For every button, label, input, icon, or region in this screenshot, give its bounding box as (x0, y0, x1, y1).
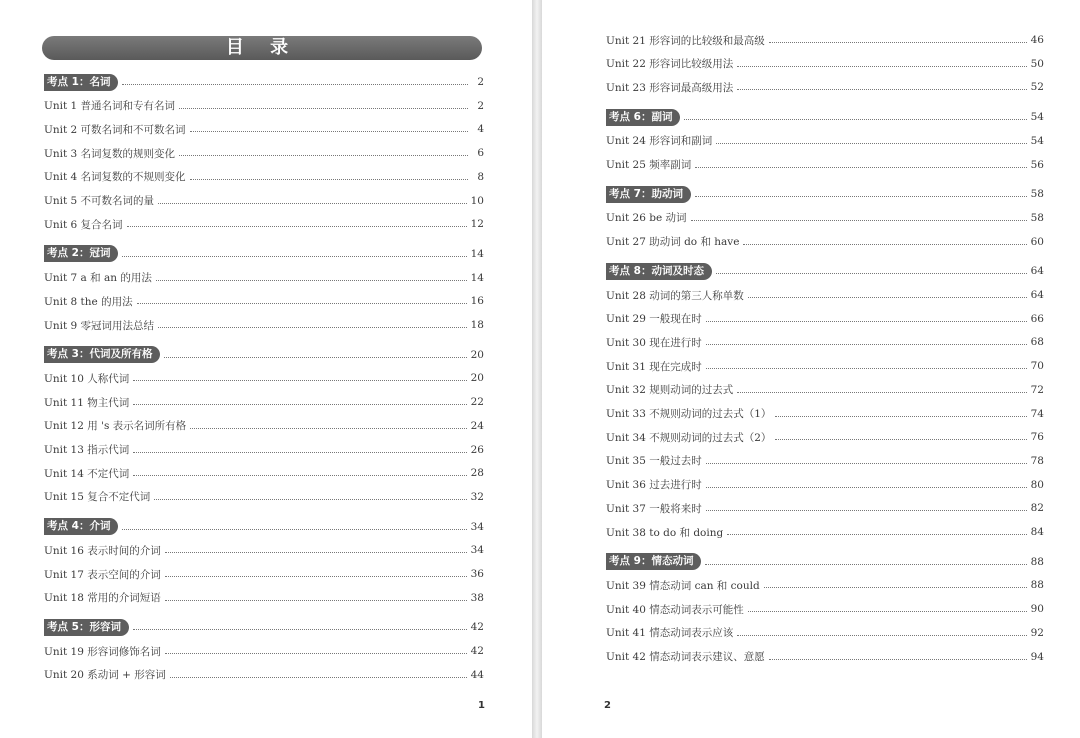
toc-unit-row[interactable] (44, 417, 484, 435)
toc-unit-row[interactable] (44, 192, 484, 210)
toc-unit-row[interactable] (606, 78, 1044, 96)
toc-unit-row[interactable] (606, 405, 1044, 423)
dot-leader (706, 343, 1027, 345)
dot-leader (133, 474, 466, 476)
unit-label: Unit 33 不规则动词的过去式（1） (606, 408, 772, 420)
page-number: 8 (477, 170, 484, 183)
page-number: 34 (470, 544, 484, 557)
toc-unit-row[interactable] (44, 97, 484, 115)
unit-label: Unit 39 情态动词 can 和 could (606, 579, 760, 592)
dot-leader (743, 243, 1026, 245)
page-number: 42 (470, 621, 484, 634)
page-number: 70 (1030, 360, 1044, 373)
dot-leader (127, 225, 467, 227)
page-number: 2 (477, 76, 484, 88)
dot-leader (775, 438, 1026, 440)
dot-leader (179, 107, 468, 109)
right-page-number: 2 (604, 700, 611, 711)
toc-unit-row[interactable] (606, 499, 1044, 517)
toc-section-row[interactable] (606, 185, 1044, 203)
unit-label: Unit 9 零冠词用法总结 (44, 319, 155, 332)
page-number: 22 (470, 396, 484, 409)
dot-leader (705, 563, 1026, 565)
toc-unit-row[interactable] (606, 132, 1044, 150)
unit-label: Unit 7 a 和 an 的用法 (44, 272, 152, 285)
unit-label: Unit 10 人称代词 (44, 372, 130, 385)
toc-unit-row[interactable] (44, 316, 484, 334)
unit-label: Unit 13 指示代词 (44, 444, 130, 456)
left-page (0, 0, 532, 738)
section-label: 考点 6：副词 (606, 109, 680, 126)
dot-leader (165, 575, 467, 577)
dot-leader (691, 219, 1027, 221)
dot-leader (179, 154, 468, 156)
toc-unit-row[interactable] (44, 393, 484, 411)
page-number: 64 (1030, 265, 1044, 278)
dot-leader (190, 130, 468, 132)
unit-label: Unit 28 动词的第三人称单数 (606, 289, 744, 302)
unit-label: Unit 37 一般将来时 (606, 502, 702, 515)
page-number: 94 (1030, 650, 1044, 663)
toc-unit-row[interactable] (44, 168, 484, 186)
page-number: 54 (1030, 111, 1044, 124)
toc-unit-row[interactable] (606, 233, 1044, 251)
section-label: 考点 2：冠词 (44, 245, 118, 262)
toc-unit-row[interactable] (44, 441, 484, 459)
page-number: 66 (1030, 312, 1044, 325)
page-number: 24 (470, 419, 484, 432)
dot-leader (122, 83, 468, 85)
unit-label: Unit 31 现在完成时 (606, 360, 702, 373)
page-number: 50 (1030, 57, 1044, 70)
dot-leader (137, 302, 467, 304)
unit-label: Unit 27 助动词 do 和 have (606, 236, 740, 249)
dot-leader (769, 41, 1027, 43)
unit-label: Unit 20 系动词 + 形容词 (44, 669, 166, 682)
unit-label: Unit 29 一般现在时 (606, 313, 702, 326)
toc-unit-row[interactable] (606, 156, 1044, 174)
unit-label: Unit 40 情态动词表示可能性 (606, 603, 744, 616)
unit-label: Unit 36 过去进行时 (606, 479, 702, 492)
toc-unit-row[interactable] (606, 624, 1044, 642)
dot-leader (748, 610, 1027, 612)
page-number: 14 (470, 271, 484, 284)
toc-unit-row[interactable] (606, 209, 1044, 227)
section-label: 考点 9：情态动词 (606, 553, 701, 570)
dot-leader (769, 658, 1027, 660)
toc-unit-row[interactable] (44, 541, 484, 559)
dot-leader (737, 391, 1026, 393)
dot-leader (706, 486, 1027, 488)
page-number: 42 (470, 645, 484, 658)
page-number: 56 (1030, 158, 1044, 171)
toc-unit-row[interactable] (606, 381, 1044, 399)
dot-leader (764, 586, 1027, 588)
toc-unit-row[interactable] (606, 452, 1044, 470)
toc-unit-row[interactable] (44, 369, 484, 387)
unit-label: Unit 3 名词复数的规则变化 (44, 147, 176, 160)
toc-unit-row[interactable] (606, 576, 1044, 594)
page-number: 18 (470, 319, 484, 331)
dot-leader (133, 379, 466, 381)
dot-leader (706, 320, 1027, 322)
page-number: 90 (1030, 603, 1044, 616)
page-number: 38 (470, 591, 484, 604)
section-label: 考点 5：形容词 (44, 619, 129, 636)
page-number: 16 (470, 295, 484, 308)
toc-unit-row[interactable] (44, 589, 484, 607)
page-number: 20 (470, 372, 484, 385)
dot-leader (158, 202, 467, 204)
toc-unit-row[interactable] (44, 269, 484, 287)
page-number: 20 (470, 348, 484, 361)
dot-leader (737, 65, 1026, 67)
unit-label: Unit 25 频率副词 (606, 159, 692, 171)
page-number: 54 (1030, 134, 1044, 147)
book-gutter (532, 0, 542, 738)
unit-label: Unit 21 形容词的比较级和最高级 (606, 34, 765, 47)
toc-unit-row[interactable] (44, 488, 484, 506)
page-number: 28 (470, 467, 484, 480)
unit-label: Unit 42 情态动词表示建议、意愿 (606, 651, 765, 663)
unit-label: Unit 12 用 's 表示名词所有格 (44, 420, 187, 433)
page-number: 88 (1030, 579, 1044, 592)
unit-label: Unit 14 不定代词 (44, 467, 130, 480)
dot-leader (695, 195, 1027, 197)
toc-section-row[interactable] (606, 553, 1044, 571)
toc-section-row[interactable] (44, 245, 484, 263)
page-number: 26 (470, 443, 484, 456)
unit-label: Unit 15 复合不定代词 (44, 491, 151, 504)
dot-leader (716, 142, 1026, 144)
unit-label: Unit 19 形容词修饰名词 (44, 645, 161, 658)
toc-unit-row[interactable] (606, 476, 1044, 494)
dot-leader (122, 255, 466, 257)
page-number: 6 (477, 147, 484, 160)
toc-section-row[interactable] (44, 346, 484, 364)
toc-unit-row[interactable] (44, 215, 484, 233)
dot-leader (133, 451, 466, 453)
unit-label: Unit 6 复合名词 (44, 218, 123, 231)
dot-leader (727, 533, 1026, 535)
toc-unit-row[interactable] (44, 642, 484, 660)
unit-label: Unit 5 不可数名词的量 (44, 195, 155, 207)
dot-leader (165, 551, 467, 553)
dot-leader (133, 403, 466, 405)
unit-label: Unit 41 情态动词表示应该 (606, 627, 734, 640)
unit-label: Unit 8 the 的用法 (44, 295, 133, 308)
toc-unit-row[interactable] (606, 357, 1044, 375)
page-number: 52 (1030, 81, 1044, 94)
unit-label: Unit 32 规则动词的过去式 (606, 384, 734, 397)
unit-label: Unit 22 形容词比较级用法 (606, 58, 734, 71)
unit-label: Unit 24 形容词和副词 (606, 135, 713, 148)
section-label: 考点 7：助动词 (606, 186, 691, 203)
unit-label: Unit 35 一般过去时 (606, 455, 702, 468)
page-number: 82 (1030, 502, 1044, 515)
dot-leader (133, 628, 467, 630)
dot-leader (170, 676, 467, 678)
toc-unit-row[interactable] (606, 286, 1044, 304)
dot-leader (706, 367, 1027, 369)
unit-label: Unit 26 be 动词 (606, 212, 687, 225)
dot-leader (737, 634, 1026, 636)
page-number: 46 (1030, 34, 1044, 46)
dot-leader (158, 326, 467, 328)
page-number: 74 (1030, 407, 1044, 420)
unit-label: Unit 11 物主代词 (44, 396, 130, 409)
page-number: 32 (470, 490, 484, 503)
page-number: 58 (1030, 211, 1044, 224)
unit-label: Unit 16 表示时间的介词 (44, 544, 161, 557)
page-number: 72 (1030, 383, 1044, 396)
toc-unit-row[interactable] (606, 55, 1044, 73)
toc-section-row[interactable] (606, 262, 1044, 280)
page-number: 64 (1030, 289, 1044, 301)
page-number: 92 (1030, 626, 1044, 639)
dot-leader (684, 118, 1026, 120)
page-number: 36 (470, 568, 484, 580)
page-number: 4 (477, 123, 484, 136)
dot-leader (695, 166, 1026, 168)
page-number: 60 (1030, 235, 1044, 248)
section-label: 考点 3：代词及所有格 (44, 346, 160, 363)
dot-leader (165, 652, 467, 654)
page-number: 14 (470, 247, 484, 260)
toc-unit-row[interactable] (606, 600, 1044, 618)
toc-section-row[interactable] (606, 108, 1044, 126)
toc-unit-row[interactable] (44, 565, 484, 583)
page-number: 84 (1030, 526, 1044, 538)
dot-leader (775, 415, 1026, 417)
toc-unit-row[interactable] (44, 464, 484, 482)
toc-unit-row[interactable] (606, 310, 1044, 328)
toc-unit-row[interactable] (606, 648, 1044, 666)
toc-unit-row[interactable] (606, 523, 1044, 541)
page-number: 88 (1030, 555, 1044, 568)
unit-label: Unit 30 现在进行时 (606, 336, 702, 349)
toc-section-row[interactable] (44, 518, 484, 536)
page-number: 58 (1030, 188, 1044, 201)
dot-leader (156, 279, 467, 281)
unit-label: Unit 23 形容词最高级用法 (606, 81, 734, 94)
page-number: 78 (1030, 454, 1044, 467)
toc-unit-row[interactable] (606, 428, 1044, 446)
toc-section-row[interactable] (44, 618, 484, 636)
right-page (542, 0, 1080, 738)
dot-leader (164, 356, 466, 358)
section-label: 考点 8：动词及时态 (606, 263, 712, 280)
page-number: 68 (1030, 336, 1044, 349)
unit-label: Unit 18 常用的介词短语 (44, 592, 161, 605)
page-number: 12 (470, 218, 484, 231)
dot-leader (706, 462, 1027, 464)
page-number: 34 (470, 520, 484, 533)
dot-leader (706, 509, 1027, 511)
toc-title: 目 录 (42, 36, 482, 60)
toc-unit-row[interactable] (606, 333, 1044, 351)
toc-unit-row[interactable] (44, 144, 484, 162)
section-label: 考点 4：介词 (44, 518, 118, 535)
unit-label: Unit 2 可数名词和不可数名词 (44, 123, 186, 136)
toc-unit-row[interactable] (44, 666, 484, 684)
toc-unit-row[interactable] (606, 31, 1044, 49)
left-page-number: 1 (478, 700, 485, 711)
dot-leader (748, 296, 1027, 298)
dot-leader (154, 498, 466, 500)
dot-leader (737, 88, 1026, 90)
dot-leader (122, 528, 466, 530)
unit-label: Unit 34 不规则动词的过去式（2） (606, 431, 772, 444)
page-number: 76 (1030, 431, 1044, 444)
page-number: 44 (470, 668, 484, 681)
unit-label: Unit 4 名词复数的不规则变化 (44, 171, 186, 184)
section-label: 考点 1：名词 (44, 74, 118, 91)
unit-label: Unit 17 表示空间的介词 (44, 568, 161, 581)
page-number: 80 (1030, 478, 1044, 491)
dot-leader (190, 178, 468, 180)
toc-unit-row[interactable] (44, 292, 484, 310)
dot-leader (716, 272, 1027, 274)
page-number: 2 (477, 99, 484, 112)
unit-label: Unit 38 to do 和 doing (606, 526, 724, 539)
toc-unit-row[interactable] (44, 120, 484, 138)
unit-label: Unit 1 普通名词和专有名词 (44, 100, 176, 113)
page-number: 10 (470, 194, 484, 207)
dot-leader (165, 599, 467, 601)
toc-section-row[interactable] (44, 73, 484, 91)
dot-leader (190, 427, 466, 429)
